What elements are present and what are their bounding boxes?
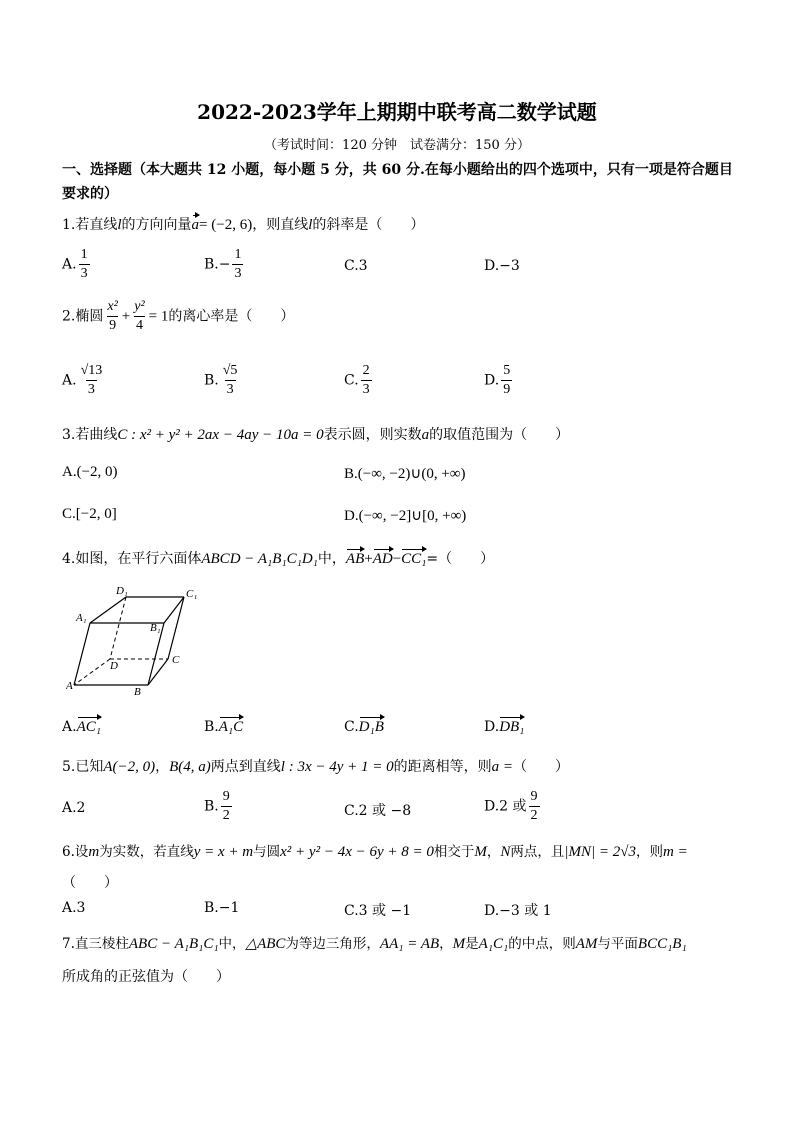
q4-vector-cc1: CC₁ bbox=[401, 548, 426, 568]
q6-option-a[interactable]: A.3 bbox=[62, 900, 86, 916]
q1-option-b[interactable]: B.− $\frac{1}{3}$ bbox=[204, 247, 242, 281]
question-5: 5.已知A(−2, 0)，B(4, a)两点到直线l : 3x − 4y + 1 = 0的距离相等，则a =（ ） bbox=[62, 759, 570, 775]
fraction: $\frac{9}{2}$ bbox=[222, 789, 230, 823]
q4-option-b[interactable]: B.A₁C bbox=[204, 716, 243, 736]
label-d1: D₁ bbox=[116, 585, 128, 597]
q1-text: 1.若直线 bbox=[62, 217, 118, 233]
q3-formula: C : x² + y² + 2ax − 4ay − 10a = 0 bbox=[117, 427, 324, 443]
label-a: A bbox=[66, 680, 73, 692]
fraction: $\frac{\text{x²}}{9}$ bbox=[107, 299, 118, 333]
parallelepiped-figure bbox=[66, 585, 206, 700]
q6-answer-paren: （ ） bbox=[62, 875, 118, 891]
q5-option-a[interactable]: A.2 bbox=[62, 800, 86, 816]
fraction: $\frac{2}{3}$ bbox=[362, 363, 370, 397]
q5-option-d[interactable]: D.2 或 $\frac{9}{2}$ bbox=[484, 789, 538, 823]
q2-option-a[interactable]: A. $\frac{√13}{3}$ bbox=[62, 363, 103, 397]
section-heading: 一、选择题（本大题共 12 小题，每小题 5 分，共 60 分.在每小题给出的四个选项中，只有一项是符合题目要求的） bbox=[62, 162, 733, 202]
question-1 bbox=[62, 214, 424, 234]
q7-text-line2: 所成角的正弦值为（ ） bbox=[62, 969, 230, 985]
q3-option-c[interactable]: C.[−2, 0] bbox=[62, 506, 117, 522]
question-2: 2.椭圆 $\frac{\text{x²}}{9}$ + $\frac{\text{y²}}{4}$ = 1的离心率是（ ） bbox=[62, 299, 295, 333]
q3-option-d[interactable]: D.(−∞, −2]∪[0, +∞) bbox=[344, 508, 467, 524]
q6-option-d[interactable]: D.−3 或 1 bbox=[484, 903, 552, 919]
q4-option-c[interactable]: C.D₁B bbox=[344, 716, 384, 736]
label-b1: B₁ bbox=[150, 622, 161, 634]
q1-text: 的方向向量 bbox=[121, 217, 192, 233]
q4-option-a[interactable]: A.AC₁ bbox=[62, 716, 101, 736]
q6-option-c[interactable]: C.3 或 −1 bbox=[344, 903, 412, 919]
q4-solid: ABCD − A₁B₁C₁D₁ bbox=[201, 551, 318, 567]
label-b: B bbox=[134, 686, 141, 698]
q5-option-b[interactable]: B. $\frac{9}{2}$ bbox=[204, 789, 230, 823]
q1-vector-value: = (−2, 6) bbox=[199, 217, 253, 233]
label-c: C bbox=[172, 654, 180, 666]
q5-option-c[interactable]: C.2 或 −8 bbox=[344, 803, 412, 819]
question-3: 3.若曲线C : x² + y² + 2ax − 4ay − 10a = 0表示圆，则实数a的取值范围为（ ） bbox=[62, 427, 570, 443]
fraction: $\frac{1}{3}$ bbox=[80, 247, 88, 281]
question-6: 6.设m为实数，若直线y = x + m与圆x² + y² − 4x − 6y + 8 = 0相交于M，N两点，且|MN| = 2√3，则m = bbox=[62, 844, 688, 860]
q2-option-d[interactable]: D. $\frac{5}{9}$ bbox=[484, 363, 511, 397]
q2-option-b[interactable]: B. $\frac{√5}{3}$ bbox=[204, 363, 238, 397]
exam-title: 2022-2023学年上期期中联考高二数学试题 bbox=[197, 100, 597, 124]
label-c1: C₁ bbox=[186, 588, 198, 600]
q3-option-b[interactable]: B.(−∞, −2)∪(0, +∞) bbox=[344, 466, 466, 482]
fraction: $\frac{√13}{3}$ bbox=[80, 363, 103, 397]
exam-subtitle: （考试时间：120 分钟 试卷满分：150 分） bbox=[264, 138, 530, 153]
q4-vector-ad: AD bbox=[373, 548, 393, 568]
fraction: $\frac{\text{y²}}{4}$ bbox=[134, 299, 145, 333]
label-a1: A₁ bbox=[76, 612, 87, 624]
label-d: D bbox=[110, 660, 118, 672]
fraction: $\frac{√5}{3}$ bbox=[222, 363, 238, 397]
q1-vector: a bbox=[192, 214, 200, 234]
fraction: $\frac{1}{3}$ bbox=[234, 247, 242, 281]
q1-option-a[interactable]: A. $\frac{1}{3}$ bbox=[62, 247, 88, 281]
q1-var-l: l bbox=[117, 217, 122, 233]
q1-var-l: l bbox=[308, 217, 313, 233]
q3-option-a[interactable]: A.(−2, 0) bbox=[62, 464, 118, 480]
q4-vector-ab: AB bbox=[346, 548, 364, 568]
fraction: $\frac{9}{2}$ bbox=[530, 789, 538, 823]
q4-option-d[interactable]: D.DB₁ bbox=[484, 716, 524, 736]
question-4: 4.如图，在平行六面体ABCD − A₁B₁C₁D₁中，AB+AD−CC₁=（ ） bbox=[62, 548, 494, 568]
question-7: 7.直三棱柱ABC − A₁B₁C₁中，△ABC为等边三角形，AA₁ = AB，M是A₁C₁的中点，则AM与平面BCC₁B₁ bbox=[62, 936, 687, 952]
q2-option-c[interactable]: C. $\frac{2}{3}$ bbox=[344, 363, 370, 397]
q1-text: ，则直线 bbox=[252, 217, 309, 233]
q1-text: 的斜率是（ ） bbox=[312, 217, 425, 233]
q1-option-c[interactable]: C.3 bbox=[344, 258, 368, 274]
q6-option-b[interactable]: B.−1 bbox=[204, 900, 240, 916]
q1-option-d[interactable]: D.−3 bbox=[484, 258, 520, 274]
fraction: $\frac{5}{9}$ bbox=[503, 363, 511, 397]
